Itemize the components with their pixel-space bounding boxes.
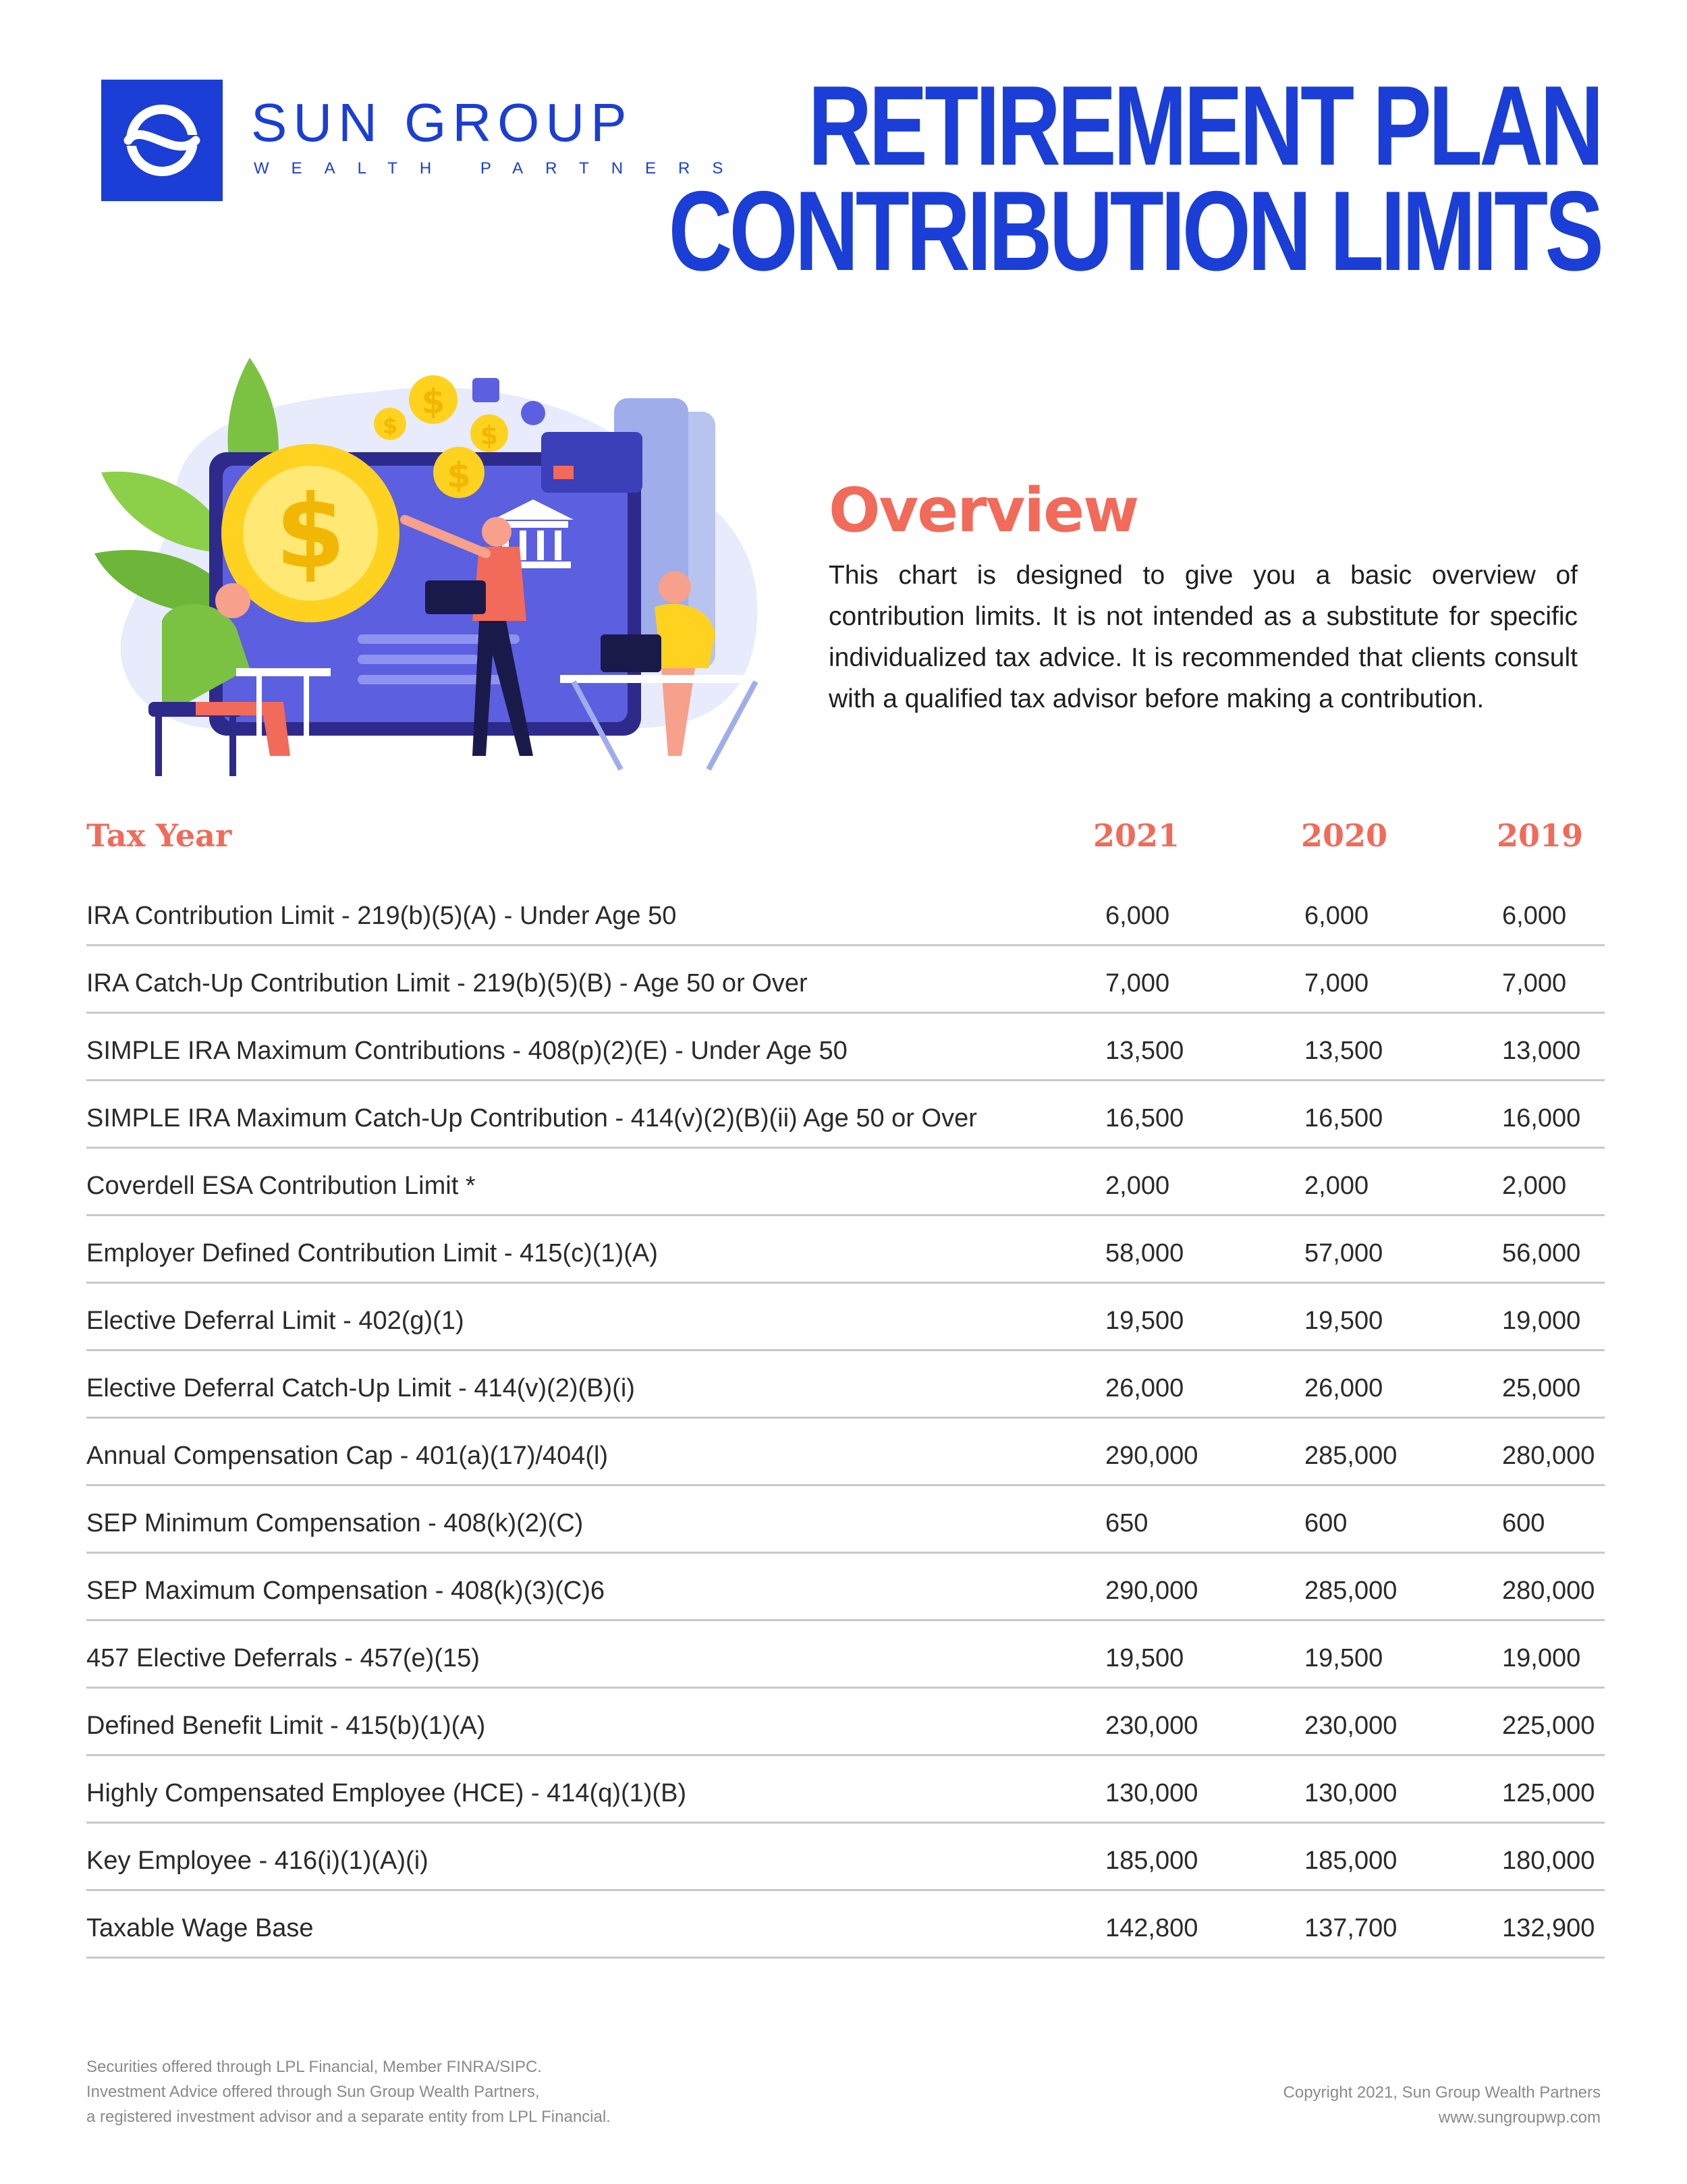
value-2019: 280,000 — [1502, 1577, 1595, 1605]
row-label: IRA Contribution Limit - 219(b)(5)(A) - Under Age 50 — [86, 902, 677, 930]
header-year-2019: 2019 — [1497, 817, 1584, 854]
value-2020: 57,000 — [1304, 1239, 1383, 1267]
sun-group-logo-icon — [101, 80, 223, 201]
value-2020: 285,000 — [1304, 1442, 1398, 1470]
table-row — [86, 1284, 1605, 1351]
cart-icon — [472, 378, 499, 402]
overview-heading: Overview — [829, 475, 1138, 546]
table-row — [86, 879, 1605, 946]
coin-icon — [433, 447, 485, 498]
value-2020: 600 — [1304, 1509, 1348, 1537]
value-2019: 16,000 — [1502, 1104, 1581, 1132]
value-2021: 26,000 — [1105, 1374, 1184, 1402]
table-row — [86, 1689, 1605, 1756]
value-2019: 600 — [1502, 1509, 1545, 1537]
value-2021: 142,800 — [1105, 1914, 1198, 1942]
table-row — [86, 1486, 1605, 1554]
value-2021: 230,000 — [1105, 1712, 1198, 1740]
value-2020: 19,500 — [1304, 1307, 1383, 1335]
value-2020: 2,000 — [1304, 1172, 1369, 1200]
row-label: SIMPLE IRA Maximum Catch-Up Contribution - 414(v)(2)(B)(ii) Age 50 or Over — [86, 1104, 977, 1132]
value-2020: 16,500 — [1304, 1104, 1383, 1132]
value-2019: 280,000 — [1502, 1442, 1595, 1470]
table-row — [86, 1621, 1605, 1689]
footer-line: Securities offered through LPL Financial, Member FINRA/SIPC. — [86, 2058, 542, 2076]
row-label: 457 Elective Deferrals - 457(e)(15) — [86, 1644, 480, 1672]
value-2019: 180,000 — [1502, 1847, 1595, 1875]
footer-line: a registered investment advisor and a separate entity from LPL Financial. — [86, 2108, 611, 2126]
value-2021: 185,000 — [1105, 1847, 1198, 1875]
coin-icon — [409, 375, 458, 424]
page-title — [668, 62, 1601, 294]
value-2021: 2,000 — [1105, 1172, 1170, 1200]
table-row — [86, 1824, 1605, 1891]
brand-logo — [101, 80, 223, 201]
value-2019: 2,000 — [1502, 1172, 1567, 1200]
table-row — [86, 1149, 1605, 1216]
value-2019: 13,000 — [1502, 1037, 1581, 1065]
value-2021: 130,000 — [1105, 1779, 1198, 1807]
svg-text:$: $ — [480, 420, 499, 450]
page-title-line2: CONTRIBUTION LIMITS — [668, 167, 1601, 294]
value-2019: 132,900 — [1502, 1914, 1595, 1942]
contribution-table — [86, 879, 1605, 1959]
brand-subtitle: WEALTH PARTNERS — [254, 159, 746, 178]
copyright-text: Copyright 2021, Sun Group Wealth Partners — [1283, 2083, 1601, 2102]
svg-text:$: $ — [446, 456, 472, 496]
table-row — [86, 1891, 1605, 1959]
svg-text:$: $ — [421, 382, 445, 421]
table-row — [86, 1216, 1605, 1284]
table-row — [86, 1014, 1605, 1081]
row-label: Key Employee - 416(i)(1)(A)(i) — [86, 1847, 428, 1875]
finance-illustration — [88, 351, 783, 783]
value-2019: 25,000 — [1502, 1374, 1581, 1402]
table-row — [86, 1351, 1605, 1419]
header-year-2020: 2020 — [1301, 817, 1388, 854]
footer-line: Investment Advice offered through Sun Group Wealth Partners, — [86, 2083, 540, 2101]
website-link[interactable]: www.sungroupwp.com — [1438, 2108, 1601, 2127]
value-2020: 285,000 — [1304, 1577, 1398, 1605]
value-2020: 19,500 — [1304, 1644, 1383, 1672]
row-label: Employer Defined Contribution Limit - 415(c)(1)(A) — [86, 1239, 658, 1267]
value-2020: 26,000 — [1304, 1374, 1383, 1402]
row-label: SEP Minimum Compensation - 408(k)(2)(C) — [86, 1509, 584, 1537]
value-2021: 58,000 — [1105, 1239, 1184, 1267]
value-2021: 13,500 — [1105, 1037, 1184, 1065]
value-2020: 7,000 — [1304, 969, 1369, 998]
value-2019: 19,000 — [1502, 1307, 1581, 1335]
svg-text:$: $ — [275, 474, 346, 591]
value-2020: 130,000 — [1304, 1779, 1398, 1807]
value-2021: 19,500 — [1105, 1644, 1184, 1672]
coin-icon — [374, 408, 406, 440]
globe-icon — [521, 401, 545, 425]
table-row — [86, 946, 1605, 1014]
value-2019: 19,000 — [1502, 1644, 1581, 1672]
row-label: Elective Deferral Catch-Up Limit - 414(v)(2)(B)(i) — [86, 1374, 635, 1402]
value-2019: 56,000 — [1502, 1239, 1581, 1267]
value-2019: 125,000 — [1502, 1779, 1595, 1807]
value-2021: 7,000 — [1105, 969, 1170, 998]
value-2021: 6,000 — [1105, 902, 1170, 930]
value-2021: 19,500 — [1105, 1307, 1184, 1335]
value-2021: 290,000 — [1105, 1442, 1198, 1470]
footer-copyright — [1283, 2080, 1601, 2130]
value-2021: 650 — [1105, 1509, 1149, 1537]
row-label: Elective Deferral Limit - 402(g)(1) — [86, 1307, 464, 1335]
table-row — [86, 1756, 1605, 1824]
table-row — [86, 1554, 1605, 1621]
row-label: Taxable Wage Base — [86, 1914, 314, 1942]
value-2020: 185,000 — [1304, 1847, 1398, 1875]
row-label: SIMPLE IRA Maximum Contributions - 408(p)(2)(E) - Under Age 50 — [86, 1037, 848, 1065]
row-label: IRA Catch-Up Contribution Limit - 219(b)(5)(B) - Age 50 or Over — [86, 969, 808, 998]
value-2020: 230,000 — [1304, 1712, 1398, 1740]
value-2020: 137,700 — [1304, 1914, 1398, 1942]
row-label: Highly Compensated Employee (HCE) - 414(q)(1)(B) — [86, 1779, 687, 1807]
coin-icon — [470, 414, 508, 452]
credit-card-icon — [541, 432, 642, 493]
value-2020: 13,500 — [1304, 1037, 1383, 1065]
header-tax-year: Tax Year — [86, 817, 232, 854]
row-label: Defined Benefit Limit - 415(b)(1)(A) — [86, 1712, 486, 1740]
row-label: SEP Maximum Compensation - 408(k)(3)(C)6 — [86, 1577, 605, 1605]
svg-text:$: $ — [382, 413, 398, 439]
value-2021: 290,000 — [1105, 1577, 1198, 1605]
value-2019: 225,000 — [1502, 1712, 1595, 1740]
row-label: Annual Compensation Cap - 401(a)(17)/404(l) — [86, 1442, 609, 1470]
value-2020: 6,000 — [1304, 902, 1369, 930]
value-2019: 7,000 — [1502, 969, 1567, 998]
table-row — [86, 1081, 1605, 1149]
footer-disclosure — [86, 2054, 611, 2129]
row-label: Coverdell ESA Contribution Limit * — [86, 1172, 476, 1200]
overview-text: This chart is designed to give you a basic overview of contribution limits. It is not intended as a substitute for specific individualized tax advice. It is recommended that clients consult with a qualified tax advisor before making a contribution. — [829, 561, 1578, 713]
header-year-2021: 2021 — [1093, 817, 1180, 854]
table-row — [86, 1419, 1605, 1486]
value-2021: 16,500 — [1105, 1104, 1184, 1132]
page-title-line1: RETIREMENT PLAN — [808, 62, 1601, 189]
value-2019: 6,000 — [1502, 902, 1567, 930]
brand-name: SUN GROUP — [251, 92, 633, 153]
table-header — [86, 815, 1605, 856]
